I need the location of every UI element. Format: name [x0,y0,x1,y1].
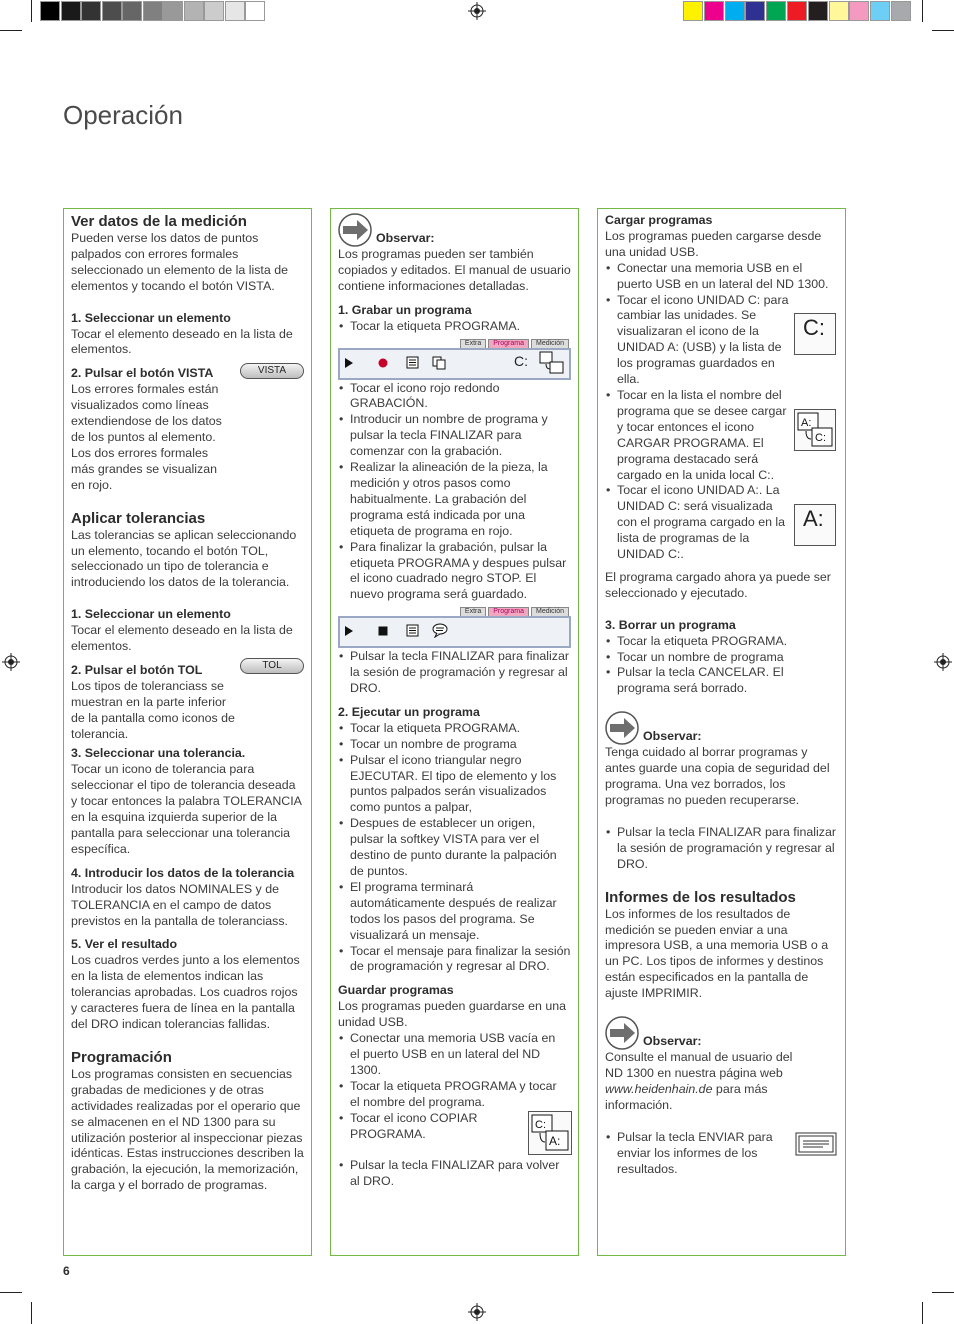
send-report-icon[interactable] [795,1132,837,1156]
drive-a-icon[interactable] [794,504,836,546]
registration-mark-icon [2,653,20,671]
run-steps-list [338,721,571,976]
list-icon[interactable] [406,356,419,369]
list-item: • Pulsar la tecla FINALIZAR para volver al DRO. [338,1158,571,1190]
copy-icon-to: A: [549,1134,561,1149]
color-swatch [745,1,765,21]
play-icon[interactable] [344,625,354,637]
color-swatch [704,1,724,21]
record-steps-list [338,381,571,604]
note-text: Consulte el manual de usuario del ND 1300 en nuestra página web [605,1050,793,1080]
paragraph: Los errores formales están visualizados como líneas extendiendose de los datos de los puntos al elemento. Los dos errores formales más grandes se visualizan en rojo. [71,382,222,492]
gray-swatch [102,1,122,21]
column-load-reports [597,208,846,1256]
load-icon-from: A: [801,416,812,429]
note-label: Observar: [376,231,435,246]
paragraph: El programa cargado ahora ya puede ser seleccionado y ejecutado. [605,569,831,600]
vista-button[interactable]: VISTA [240,363,304,379]
screen-toolbar [338,616,571,648]
crop-mark [922,0,923,22]
list-item: • Pulsar la tecla ENVIAR para enviar los informes de los resultados. [605,1130,785,1178]
color-swatch [683,1,703,21]
gray-swatch [61,1,81,21]
paragraph: Los tipos de toleranciass se muestran en la parte inferior de la pantalla como iconos de tolerancia. [71,678,235,741]
note-label: Observar: [643,1034,702,1049]
tab-programa[interactable]: Programa [488,339,529,349]
registration-mark-icon [934,653,952,671]
step-heading: 3. Borrar un programa [605,617,736,632]
step-heading: 1. Seleccionar un elemento [71,310,231,325]
list-item: • Realizar la alineación de la pieza, la medición y otros pasos como habitualmente. La grabación del programa está indicada por una etiqueta de programa en rojo. [338,460,571,540]
list-item: • Tocar la etiqueta PROGRAMA. [338,721,571,737]
list-item: • Despues de establecer un origen, pulsar la softkey VISTA para ver el destino de punto durante la palpación de puntos. [338,816,571,880]
list-item: • Tocar el icono UNIDAD C: para cambiar las unidades. Se visualizaran el icono de la UNIDAD A: (USB) y la lista de los programas guardados en ella. [605,293,789,388]
tol-button[interactable]: TOL [240,658,304,674]
message-icon[interactable] [432,623,448,638]
crop-mark [31,0,32,22]
paragraph: Pueden verse los datos de puntos palpados con errores formales seleccionado un elemento de la lista de elementos y tocando el botón VISTA. [71,231,288,293]
website-link[interactable]: www.heidenhain.de [605,1081,713,1096]
note-heading [605,711,838,745]
paragraph [605,1050,805,1114]
arrow-right-icon [605,711,639,745]
step-heading: 4. Introducir los datos de la tolerancia [71,865,295,880]
section-title-programacion: Programación [71,1048,172,1066]
color-swatch [829,1,849,21]
list-item: • Tocar un nombre de programa [338,737,571,753]
list-item: • Pulsar el icono triangular negro EJECUTAR. El tipo de elemento y los puntos palpados serán visualizados como puntos a palpar, [338,753,571,817]
load-program-icon[interactable] [794,409,836,451]
delete-steps-list [605,634,838,698]
gray-swatch [204,1,224,21]
program-screen-stop [338,607,571,645]
list-item: • Tocar la etiqueta PROGRAMA. [338,319,571,335]
crop-mark [932,1292,954,1293]
list-item: • Conectar una memoria USB en el puerto USB en un lateral del ND 1300. [605,261,838,293]
column-programs [330,208,579,1256]
step-heading: Guardar programas [338,983,454,998]
list-icon[interactable] [406,624,419,637]
paragraph: Tocar el elemento deseado en la lista de elementos. [71,326,293,357]
tab-extra[interactable]: Extra [460,607,486,617]
paragraph: Tenga cuidado al borrar programas y antes guarde una copia de seguridad del programa. Una vez borrados, los programas no pueden recuperarse. [605,745,830,807]
drive-c-icon[interactable] [794,313,836,355]
paragraph: Introducir los datos NOMINALES y de TOLERANCIA en el campo de datos previstos en la pantalla de toleranciass. [71,881,288,928]
tab-medicion[interactable]: Medición [531,339,569,349]
copy-pages-icon[interactable] [432,356,446,370]
list-item: • Para finalizar la grabación, pulsar la etiqueta PROGRAMA y despues pulsar el icono cuadrado negro STOP. El nuevo programa será guardado. [338,540,571,604]
step-heading: 2. Pulsar el botón TOL [71,662,203,677]
registration-mark-icon [468,2,486,20]
step-heading: 5. Ver el resultado [71,937,178,952]
screen-toolbar [338,348,571,380]
list-item: • Tocar un nombre de programa [605,650,838,666]
gray-swatch [143,1,163,21]
list-item: • Tocar el mensaje para finalizar la sesión de programación y regresar al DRO. [338,944,571,976]
note-heading [605,1016,838,1050]
crop-mark [932,30,954,31]
section-title-tolerancias: Aplicar tolerancias [71,509,206,527]
paragraph: Los programas pueden cargarse desde una unidad USB. [605,228,822,259]
load-program-icon[interactable] [539,351,565,375]
gray-swatch [163,1,183,21]
note-label: Observar: [643,729,702,744]
color-swatch [849,1,869,21]
list-item: • Tocar en la lista el nombre del programa que se desee cargar y tocar entonces el icono CARGAR PROGRAMA. El programa destacado será cargado en la unida local C:. [605,388,792,483]
tab-extra[interactable]: Extra [460,339,486,349]
paragraph: Los programas pueden ser también copiados y editados. El manual de usuario contiene informaciones detalladas. [338,247,571,293]
crop-mark [0,30,22,31]
step-heading: 1. Grabar un programa [338,302,472,317]
step-heading: 1. Seleccionar un elemento [71,607,231,622]
tab-medicion[interactable]: Medición [531,607,569,617]
column-measurement [63,208,312,1256]
drive-a-label: A: [803,505,824,531]
list-item: • Introducir un nombre de programa y pulsar la tecla FINALIZAR para comenzar con la grabación. [338,412,571,460]
step-heading: 3. Seleccionar una tolerancia. [71,746,246,761]
note-text: para más información. [605,1081,768,1112]
note-heading [338,213,571,247]
gray-swatch [225,1,245,21]
list-item: • Tocar el icono COPIAR PROGRAMA. [338,1111,520,1143]
gray-swatch [81,1,101,21]
paragraph: Las tolerancias se aplican seleccionando un elemento, tocando el botón TOL, seleccionado un tipo de tolerancia e introduciendo los datos de la tolerancia. [71,527,297,590]
step-heading: 2. Ejecutar un programa [338,704,480,719]
list-item: • Tocar el icono rojo redondo GRABACIÓN. [338,381,571,413]
drive-c-label: C: [803,314,825,340]
copy-program-icon[interactable] [528,1111,572,1155]
page-title: Operación [63,100,183,130]
play-icon[interactable] [344,357,354,369]
color-swatch [808,1,828,21]
paragraph: Los programas pueden guardarse en una unidad USB. [338,999,567,1030]
paragraph: Los programas consisten en secuencias grabadas de mediciones y de otras actividades realizadas por el operario que se almacenen en el ND 1300 para su utilización posterior al inspeccionar piezas idénticas. Estas instrucciones describen la grabación, la ejecución, la memorización, la carga y el borrado de programas. [71,1066,304,1193]
gray-swatch [40,1,60,21]
list-item: • Pulsar la tecla CANCELAR. El programa será borrado. [605,665,838,697]
color-swatch [725,1,745,21]
color-swatch [766,1,786,21]
gray-swatch [184,1,204,21]
list-item: • Pulsar la tecla FINALIZAR para finalizar la sesión de programación y regresar al DRO. [338,649,571,697]
color-swatch [870,1,890,21]
drive-label[interactable]: C: [514,352,528,369]
record-icon[interactable] [378,358,388,368]
section-title-ver-datos: Ver datos de la medición [71,213,247,230]
crop-mark [0,1292,22,1293]
stop-icon[interactable] [378,626,388,636]
arrow-right-icon [338,213,372,247]
crop-mark [922,1302,923,1324]
gray-swatch [245,1,265,21]
paragraph: Tocar un icono de tolerancia para seleccionar el tipo de tolerancia deseada y tocar entonces la palabra TOLERANCIA en la esquina izquierda superior de la pantalla para seleccionar una tolerancia específica. [71,762,302,856]
color-swatch [891,1,911,21]
program-screen-record [338,339,571,377]
crop-mark [31,1302,32,1324]
arrow-right-icon [605,1016,639,1050]
list-item: • Tocar el icono UNIDAD A:. La UNIDAD C: será visualizada con el programa cargado en la lista de programas de la UNIDAD C:. [605,483,792,563]
section-title-informes: Informes de los resultados [605,888,796,906]
list-item: • Conectar una memoria USB vacía en el puerto USB en un lateral del ND 1300. [338,1031,563,1079]
step-heading: Cargar programas [605,213,713,227]
list-item: • Tocar la etiqueta PROGRAMA. [605,634,838,650]
paragraph: Los informes de los resultados de medición se pueden enviar a una impresora USB, a una memoria USB o a un PC. Los tipos de informes y destinos están especificados en la pantalla de ajuste IMPRIMIR. [605,906,829,1001]
page-number: 6 [63,1264,70,1278]
paragraph: Los cuadros verdes junto a los elementos en la lista de elementos indican las tolerancias aprobadas. Los cuadros rojos y caracteres fuera de línea en la pantalla del DRO indican tolerancias fallidas. [71,953,300,1031]
tab-programa[interactable]: Programa [488,607,529,617]
color-swatch [787,1,807,21]
load-icon-to: C: [815,431,826,444]
paragraph: Tocar el elemento deseado en la lista de elementos. [71,623,293,654]
gray-swatch [122,1,142,21]
list-item: • Pulsar la tecla FINALIZAR para finalizar la sesión de programación y regresar al DRO. [605,825,838,873]
copy-icon-from: C: [535,1119,546,1132]
list-item: • Tocar la etiqueta PROGRAMA y tocar el nombre del programa. [338,1079,563,1111]
registration-mark-icon [468,1303,486,1321]
list-item: • El programa terminará automáticamente después de realizar todos los pasos del programa. Se visualizará un mensaje. [338,880,571,944]
step-heading: 2. Pulsar el botón VISTA [71,366,214,381]
